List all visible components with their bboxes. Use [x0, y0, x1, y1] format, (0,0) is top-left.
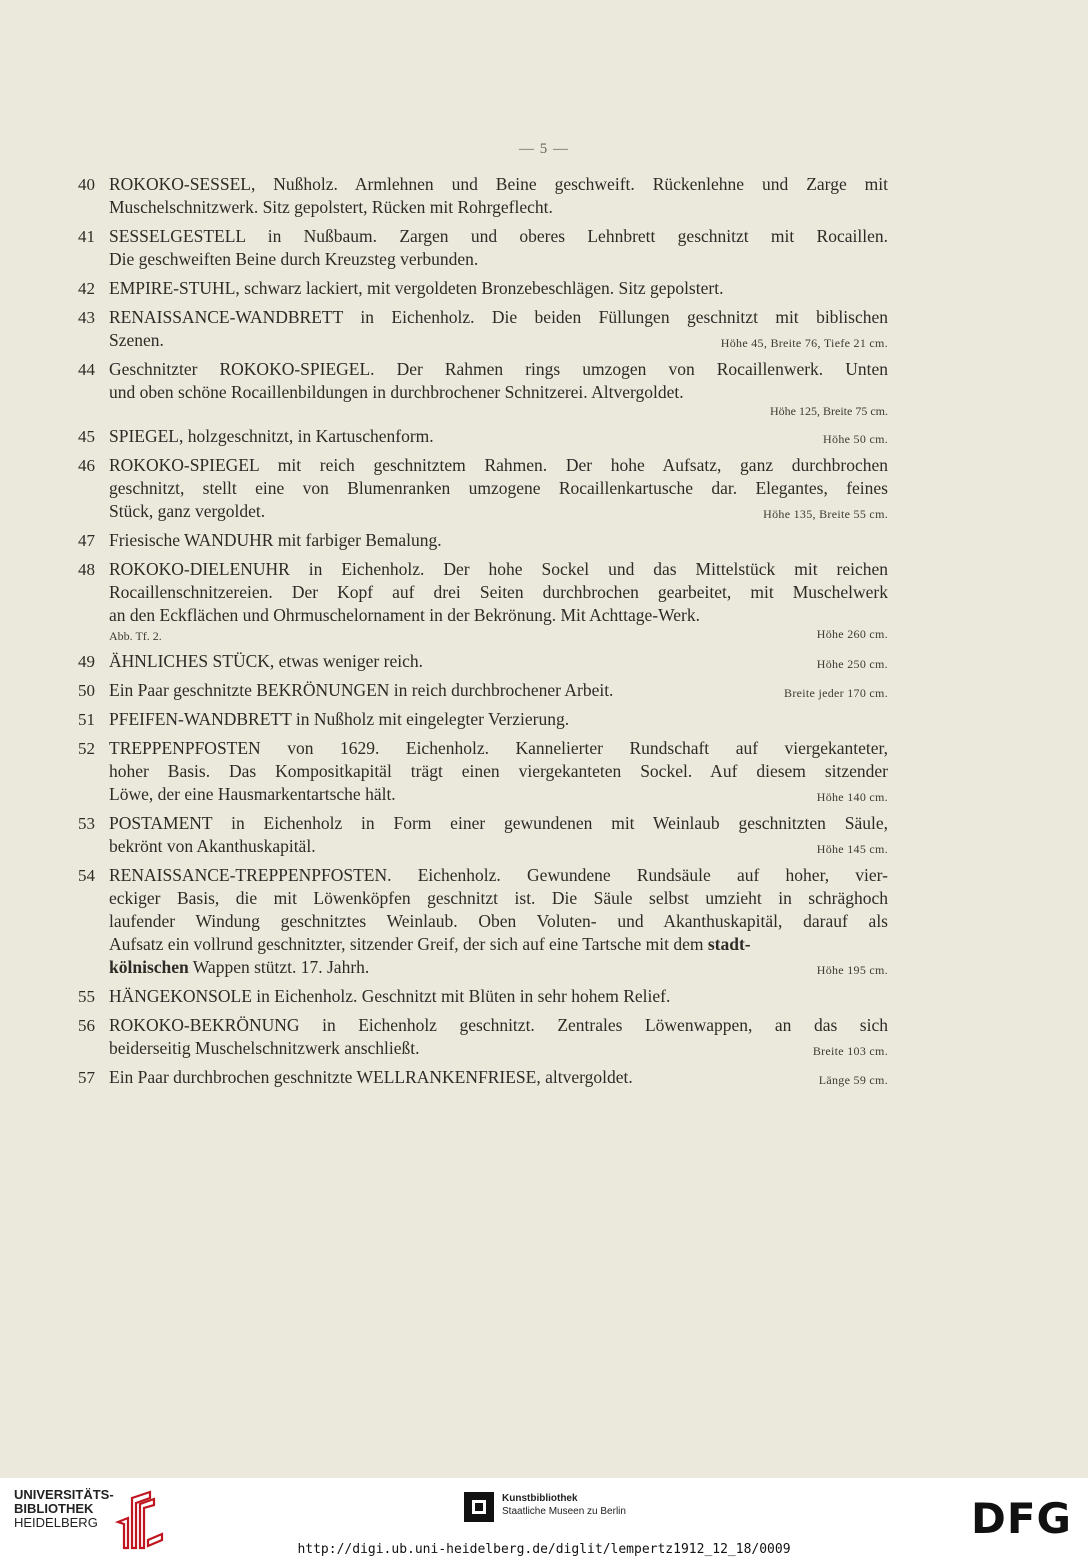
entry-description [109, 812, 888, 858]
entry-dimensions: Höhe 125, Breite 75 cm. [770, 404, 888, 418]
entry-line-text: Friesische WANDUHR mit farbiger Bemalung. [109, 530, 442, 550]
entry-line-text: ROKOKO-SPIEGEL mit reich geschnitztem Rahmen. Der hohe Aufsatz, ganz durchbrochen [109, 455, 888, 475]
entry-line [109, 783, 888, 806]
dfg-logo[interactable]: DFG [970, 1494, 1072, 1543]
entry-number: 51 [78, 710, 95, 729]
entry-line [109, 956, 888, 979]
ub-heidelberg-logo[interactable] [14, 1488, 114, 1530]
kb-line-2: Staatliche Museen zu Berlin [502, 1506, 626, 1517]
catalog-entry [78, 708, 888, 731]
entry-line-text: SPIEGEL, holzgeschnitzt, in Kartuschenform. [109, 426, 434, 446]
entry-line [109, 581, 888, 604]
entry-number: 56 [78, 1016, 95, 1035]
entry-number: 47 [78, 531, 95, 550]
entry-line-text: ROKOKO-BEKRÖNUNG in Eichenholz geschnitzt. Zentrales Löwenwappen, an das sich [109, 1015, 888, 1035]
entry-number: 55 [78, 987, 95, 1006]
entry-dimensions: Länge 59 cm. [818, 1073, 888, 1087]
kb-line-1: Kunstbibliothek [502, 1493, 578, 1504]
entry-line [109, 760, 888, 783]
entry-description [109, 1014, 888, 1060]
entry-note-row [109, 627, 888, 644]
entry-description [109, 454, 888, 523]
entry-line-text: geschnitzt, stellt eine von Blumenranken umzogene Rocaillenkartusche dar. Elegantes, feines [109, 478, 888, 498]
entry-line-text: beiderseitig Muschelschnitzwerk anschließt. [109, 1038, 420, 1058]
entry-dimensions: Höhe 140 cm. [816, 790, 888, 804]
entry-line [109, 887, 888, 910]
entry-line-text: SESSELGESTELL in Nußbaum. Zargen und oberes Lehnbrett geschnitzt mit Rocaillen. [109, 226, 888, 246]
entry-description [109, 425, 888, 448]
entry-dimensions: Breite 103 cm. [812, 1044, 888, 1058]
entry-line [109, 558, 888, 581]
entry-line-text: Löwe, der eine Hausmarkentartsche hält. [109, 784, 396, 804]
entry-line [109, 329, 888, 352]
ub-line-1: UNIVERSITÄTS- [14, 1487, 114, 1502]
entry-description [109, 650, 888, 673]
entry-line-text: PFEIFEN-WANDBRETT in Nußholz mit eingelegter Verzierung. [109, 709, 570, 729]
entry-dimensions: Breite jeder 170 cm. [784, 686, 888, 700]
entry-description [109, 679, 888, 702]
catalog-entry [78, 425, 888, 448]
ub-line-3: HEIDELBERG [14, 1515, 98, 1530]
entry-number: 48 [78, 560, 95, 579]
entry-description [109, 558, 888, 644]
entry-line-text: Ein Paar geschnitzte BEKRÖNUNGEN in reich durchbrochener Arbeit. [109, 680, 614, 700]
entry-line [109, 864, 888, 887]
entry-line [109, 835, 888, 858]
entry-description [109, 306, 888, 352]
catalog-entry [78, 306, 888, 352]
entry-line-text: ROKOKO-SESSEL, Nußholz. Armlehnen und Beine geschweift. Rückenlehne und Zarge mit [109, 174, 888, 194]
entry-description [109, 277, 888, 300]
entry-line-text: Muschelschnitzwerk. Sitz gepolstert, Rücken mit Rohrgeflecht. [109, 197, 553, 217]
permalink-url[interactable]: http://digi.ub.uni-heidelberg.de/diglit/lempertz1912_12_18/0009 [297, 1542, 791, 1557]
entry-line [109, 650, 888, 673]
ub-logo-text [14, 1488, 114, 1530]
entry-line [109, 277, 888, 300]
entry-number: 42 [78, 279, 95, 298]
entry-line-text: RENAISSANCE-WANDBRETT in Eichenholz. Die beiden Füllungen geschnitzt mit biblischen [109, 307, 888, 327]
entry-number: 40 [78, 175, 95, 194]
entry-bold-word: stadt- [707, 934, 751, 954]
entry-number: 49 [78, 652, 95, 671]
entry-line [109, 812, 888, 835]
entry-line [109, 500, 888, 523]
catalog-entry [78, 650, 888, 673]
entry-number: 41 [78, 227, 95, 246]
catalog-entry [78, 1014, 888, 1060]
entry-line [109, 933, 888, 956]
catalog-entries [78, 173, 888, 1095]
entry-line [109, 381, 888, 404]
entry-line [109, 529, 888, 552]
page-number: — 5 — [519, 141, 569, 157]
entry-line-text: eckiger Basis, die mit Löwenköpfen geschnitzt ist. Die Säule selbst umzieht in schräghoch [109, 888, 888, 908]
catalog-entry [78, 864, 888, 979]
entry-line-text: Wappen stützt. 17. Jahrh. [188, 957, 370, 977]
entry-line-text: POSTAMENT in Eichenholz in Form einer gewundenen mit Weinlaub geschnitzten Säule, [109, 813, 888, 833]
entry-description [109, 985, 888, 1008]
entry-line-text: Stück, ganz vergoldet. [109, 501, 266, 521]
entry-line [109, 306, 888, 329]
entry-line [109, 425, 888, 448]
catalog-entry [78, 173, 888, 219]
footer [0, 1478, 1088, 1561]
entry-description [109, 173, 888, 219]
entry-line-text: und oben schöne Rocaillenbildungen in durchbrochener Schnitzerei. Altvergoldet. [109, 382, 684, 402]
catalog-entry [78, 225, 888, 271]
entry-description [109, 1066, 888, 1089]
entry-dimensions: Höhe 50 cm. [823, 432, 888, 446]
entry-line [109, 737, 888, 760]
entry-line [109, 679, 888, 702]
entry-dimensions: Höhe 250 cm. [816, 657, 888, 671]
entry-line [109, 454, 888, 477]
entry-line [109, 1014, 888, 1037]
entry-line-text: ÄHNLICHES STÜCK, etwas weniger reich. [109, 651, 423, 671]
entry-line-text: Szenen. [109, 330, 164, 350]
catalog-entry [78, 529, 888, 552]
catalog-entry [78, 558, 888, 644]
catalog-entry [78, 737, 888, 806]
catalog-entry [78, 985, 888, 1008]
entry-line-text: HÄNGEKONSOLE in Eichenholz. Geschnitzt mit Blüten in sehr hohem Relief. [109, 986, 671, 1006]
entry-line [109, 248, 888, 271]
catalog-entry [78, 277, 888, 300]
kunstbibliothek-logo[interactable] [464, 1492, 626, 1522]
ub-line-2: BIBLIOTHEK [14, 1501, 94, 1516]
entry-line [109, 196, 888, 219]
catalog-entry [78, 358, 888, 419]
entry-dimensions: Höhe 260 cm. [816, 627, 888, 641]
entry-number: 50 [78, 681, 95, 700]
entry-dimensions: Höhe 145 cm. [816, 842, 888, 856]
entry-line-text: an den Eckflächen und Ohrmuschelornament in der Bekrönung. Mit Achttage-Werk. [109, 605, 700, 625]
entry-line [109, 225, 888, 248]
kunstbibliothek-text [502, 1492, 626, 1518]
entry-line-text: laufender Windung geschnitztes Weinlaub. Oben Voluten- und Akanthuskapitäl, darauf als [109, 911, 888, 931]
entry-line-text: TREPPENPFOSTEN von 1629. Eichenholz. Kannelierter Rundschaft auf viergekanteter, [109, 738, 888, 758]
entry-line-text: EMPIRE-STUHL, schwarz lackiert, mit vergoldeten Bronzebeschlägen. Sitz gepolstert. [109, 278, 724, 298]
entry-line [109, 1037, 888, 1060]
entry-line [109, 358, 888, 381]
entry-line-text: Die geschweiften Beine durch Kreuzsteg verbunden. [109, 249, 479, 269]
entry-line [109, 985, 888, 1008]
entry-number: 46 [78, 456, 95, 475]
entry-line [109, 173, 888, 196]
entry-line-text: RENAISSANCE-TREPPENPFOSTEN. Eichenholz. Gewundene Rundsäule auf hoher, vier- [109, 865, 888, 885]
entry-line-text: Rocaillenschnitzereien. Der Kopf auf drei Seiten durchbrochen gearbeitet, mit Muschelwerk [109, 582, 888, 602]
entry-description [109, 864, 888, 979]
entry-bold-word: kölnischen [109, 957, 189, 977]
entry-line [109, 910, 888, 933]
entry-description [109, 358, 888, 419]
entry-line-text: Aufsatz ein vollrund geschnitzter, sitzender Greif, der sich auf eine Tartsche mit dem [109, 934, 704, 954]
entry-description [109, 708, 888, 731]
entry-description [109, 737, 888, 806]
catalog-entry [78, 679, 888, 702]
catalog-entry [78, 454, 888, 523]
entry-line-text: Geschnitzter ROKOKO-SPIEGEL. Der Rahmen rings umzogen von Rocaillenwerk. Unten [109, 359, 888, 379]
entry-line-text: hoher Basis. Das Kompositkapitäl trägt einen viergekanteten Sockel. Auf diesem sitzender [109, 761, 888, 781]
entry-number: 53 [78, 814, 95, 833]
entry-dimensions: Höhe 195 cm. [816, 963, 888, 977]
entry-description [109, 225, 888, 271]
entry-number: 52 [78, 739, 95, 758]
entry-dimensions: Höhe 45, Breite 76, Tiefe 21 cm. [720, 336, 888, 350]
entry-line-text: ROKOKO-DIELENUHR in Eichenholz. Der hohe Sockel und das Mittelstück mit reichen [109, 559, 888, 579]
entry-note: Abb. Tf. 2. [109, 629, 162, 643]
entry-line [109, 477, 888, 500]
entry-dimensions: Höhe 135, Breite 55 cm. [763, 507, 888, 521]
entry-line [109, 708, 888, 731]
entry-line [109, 604, 888, 627]
entry-number: 43 [78, 308, 95, 327]
catalog-entry [78, 812, 888, 858]
entry-number: 45 [78, 427, 95, 446]
entry-line-text: bekrönt von Akanthuskapitäl. [109, 836, 316, 856]
kunstbibliothek-icon [464, 1492, 494, 1522]
catalog-entry [78, 1066, 888, 1089]
entry-number: 57 [78, 1068, 95, 1087]
entry-line-text: Ein Paar durchbrochen geschnitzte WELLRANKENFRIESE, altvergoldet. [109, 1067, 633, 1087]
entry-line [109, 1066, 888, 1089]
entry-number: 54 [78, 866, 95, 885]
entry-number: 44 [78, 360, 95, 379]
entry-description [109, 529, 888, 552]
